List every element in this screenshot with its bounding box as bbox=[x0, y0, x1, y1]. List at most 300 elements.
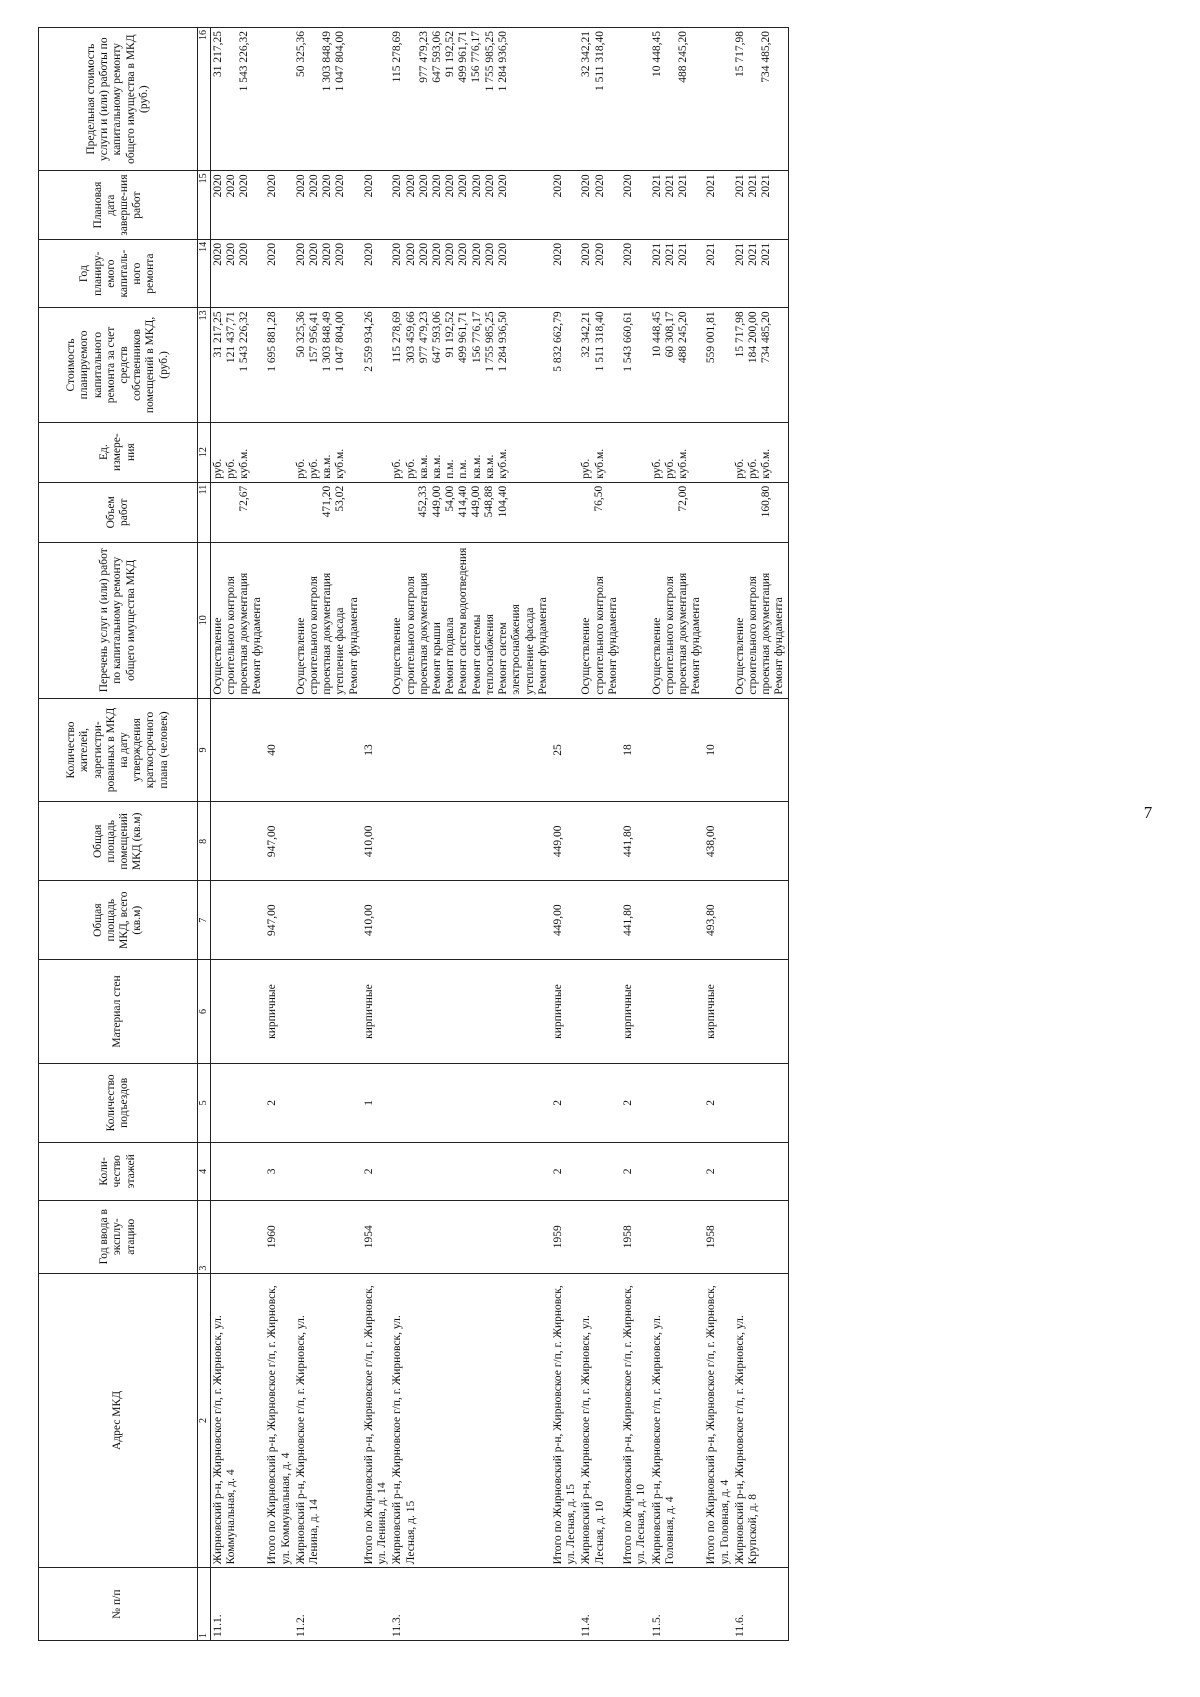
work-year-line: 2021 bbox=[676, 242, 689, 266]
empty-cell bbox=[390, 960, 551, 1064]
work-cost-line: 1 543 226,32 bbox=[237, 311, 250, 372]
empty-cell bbox=[362, 1568, 390, 1641]
page-number: 7 bbox=[1143, 802, 1153, 822]
work-cost-line: 977 479,23 bbox=[417, 311, 430, 364]
work-name-line: Осуществление строительного контроля bbox=[650, 576, 676, 695]
work-cost-line: 184 200,00 bbox=[747, 311, 760, 364]
row-number: 11.6. bbox=[733, 1568, 788, 1641]
floors: 2 bbox=[621, 1142, 649, 1200]
header-cell: Количество подъездов bbox=[39, 1063, 198, 1142]
empty-cell bbox=[551, 1568, 579, 1641]
work-year-line: 2020 bbox=[444, 242, 457, 266]
column-number-row bbox=[198, 28, 211, 1641]
work-name-line: Ремонт крыши bbox=[431, 622, 443, 695]
work-date bbox=[579, 171, 621, 240]
work-volume-line: 54,00 bbox=[443, 485, 456, 512]
work-limit-line: 1 303 848,49 bbox=[321, 31, 334, 92]
empty-cell bbox=[294, 960, 362, 1064]
column-number: 8 bbox=[198, 802, 211, 881]
header-cell: Материал стен bbox=[39, 960, 198, 1064]
work-unit-line: руб. bbox=[211, 458, 224, 479]
total-limit bbox=[621, 28, 649, 171]
address-cell: Жирновский р-н, Жирновское г/п, г. Жирновск, ул. Головная, д. 4 bbox=[650, 1273, 705, 1568]
year-built: 1959 bbox=[551, 1200, 579, 1273]
work-unit-line: п.м. bbox=[444, 459, 457, 479]
empty-cell bbox=[621, 482, 649, 542]
work-cost-line: 303 459,66 bbox=[404, 311, 417, 364]
work-year bbox=[733, 239, 788, 308]
work-year-line: 2021 bbox=[663, 242, 676, 266]
header-cell: Количество жителей, зарегистри-рованных в МКД на дату утверждения краткосрочного плана (человек) bbox=[39, 698, 198, 802]
table-row bbox=[733, 28, 788, 1641]
work-limit-line: 115 278,69 bbox=[391, 31, 404, 83]
work-unit-line: куб.м. bbox=[760, 448, 773, 479]
empty-cell bbox=[210, 1142, 265, 1200]
residents: 40 bbox=[265, 698, 293, 802]
work-volume-line: 53,02 bbox=[334, 485, 347, 512]
work-name-line: Ремонт системы теплоснабжения bbox=[470, 614, 496, 695]
empty-cell bbox=[294, 698, 362, 802]
entrances: 2 bbox=[265, 1063, 293, 1142]
work-cost bbox=[390, 308, 551, 422]
empty-cell bbox=[579, 802, 621, 881]
empty-cell bbox=[733, 1142, 788, 1200]
work-name-line: Ремонт подвала bbox=[444, 617, 457, 695]
work-limit-line: 1 047 804,00 bbox=[334, 31, 347, 92]
work-unit-line: куб.м. bbox=[237, 448, 250, 479]
floors: 2 bbox=[551, 1142, 579, 1200]
total-row bbox=[551, 28, 579, 1641]
residents: 18 bbox=[621, 698, 649, 802]
column-number: 6 bbox=[198, 960, 211, 1064]
total-year: 2021 bbox=[704, 239, 732, 308]
floors: 3 bbox=[265, 1142, 293, 1200]
work-unit-line: руб. bbox=[224, 458, 237, 479]
work-limit bbox=[579, 28, 621, 171]
work-unit bbox=[579, 422, 621, 482]
total-label: Итого по Жирновский р-н, Жирновское г/п, г. Жирновск, ул. Головная, д. 4 bbox=[704, 1273, 732, 1568]
work-cost-line: 499 961,71 bbox=[457, 311, 470, 364]
empty-cell bbox=[650, 1200, 705, 1273]
work-name-line: проектная документация bbox=[237, 572, 250, 695]
work-year bbox=[579, 239, 621, 308]
column-number: 7 bbox=[198, 881, 211, 960]
work-year-line: 2020 bbox=[497, 242, 510, 266]
total-row bbox=[265, 28, 293, 1641]
work-year-line: 2020 bbox=[334, 242, 347, 266]
empty-cell bbox=[390, 1200, 551, 1273]
empty-cell bbox=[579, 1063, 621, 1142]
empty-cell bbox=[210, 960, 265, 1064]
work-cost-line: 1 284 936,50 bbox=[497, 311, 510, 372]
empty-cell bbox=[210, 698, 265, 802]
work-year-line: 2021 bbox=[760, 242, 773, 266]
work-unit-line: руб. bbox=[391, 458, 404, 479]
column-number: 2 bbox=[198, 1273, 211, 1568]
address-cell: Жирновский р-н, Жирновское г/п, г. Жирновск, ул. Лесная, д. 10 bbox=[579, 1273, 621, 1568]
empty-cell bbox=[210, 1063, 265, 1142]
work-limit-line bbox=[747, 31, 760, 167]
work-limit bbox=[210, 28, 265, 171]
work-unit bbox=[390, 422, 551, 482]
empty-cell bbox=[733, 960, 788, 1064]
work-limit-line: 50 325,36 bbox=[294, 31, 307, 77]
column-number: 12 bbox=[198, 422, 211, 482]
work-name-line: Ремонт фундамента bbox=[773, 597, 786, 695]
empty-cell bbox=[650, 1063, 705, 1142]
table-row bbox=[390, 28, 551, 1641]
work-limit-line: 10 448,45 bbox=[650, 31, 663, 77]
work-year-line: 2021 bbox=[733, 242, 746, 266]
work-limit-line: 977 479,23 bbox=[417, 31, 430, 83]
work-unit-line: руб. bbox=[663, 458, 676, 479]
work-cost-line: 115 278,69 bbox=[391, 311, 404, 363]
work-name-line: проектная документация bbox=[760, 572, 773, 695]
work-date-line: 2021 bbox=[663, 174, 676, 198]
total-label: Итого по Жирновский р-н, Жирновское г/п, г. Жирновск, ул. Лесная, д. 15 bbox=[551, 1273, 579, 1568]
area-total: 441,80 bbox=[621, 881, 649, 960]
work-volume-line: 160,80 bbox=[759, 485, 772, 518]
work-date-line: 2020 bbox=[483, 174, 496, 198]
work-volume-line bbox=[391, 486, 404, 539]
work-volume-line: 449,00 bbox=[470, 485, 483, 518]
row-number: 11.5. bbox=[650, 1568, 705, 1641]
work-volume bbox=[294, 482, 362, 542]
work-year bbox=[650, 239, 705, 308]
row-number: 11.2. bbox=[294, 1568, 362, 1641]
work-unit bbox=[733, 422, 788, 482]
residents: 13 bbox=[362, 698, 390, 802]
work-limit-line: 15 717,98 bbox=[733, 31, 746, 77]
wall-material: кирпичные bbox=[621, 960, 649, 1064]
total-date: 2020 bbox=[551, 171, 579, 240]
table-row bbox=[210, 28, 265, 1641]
work-volume-line: 452,33 bbox=[417, 485, 430, 518]
empty-cell bbox=[650, 802, 705, 881]
header-cell: Год ввода в эксплу-атацию bbox=[39, 1200, 198, 1273]
work-volume-line bbox=[212, 486, 225, 539]
area-total: 449,00 bbox=[551, 881, 579, 960]
empty-cell bbox=[704, 1568, 732, 1641]
empty-cell bbox=[294, 1063, 362, 1142]
work-year-line: 2021 bbox=[747, 242, 760, 266]
work-unit-line: куб.м. bbox=[334, 448, 347, 479]
total-limit bbox=[265, 28, 293, 171]
capital-repair-table bbox=[38, 27, 789, 1641]
work-cost bbox=[294, 308, 362, 422]
work-limit-line: 734 485,20 bbox=[760, 31, 773, 83]
work-volume-line bbox=[225, 486, 238, 539]
total-cost: 2 559 934,26 bbox=[362, 308, 390, 422]
table-row bbox=[650, 28, 705, 1641]
work-date-line: 2020 bbox=[431, 174, 443, 198]
work-year-line: 2020 bbox=[483, 242, 496, 266]
table-row bbox=[294, 28, 362, 1641]
empty-cell bbox=[265, 422, 293, 482]
work-date-line: 2021 bbox=[747, 174, 760, 198]
column-number: 15 bbox=[198, 171, 211, 240]
work-limit bbox=[650, 28, 705, 171]
work-volume-line bbox=[295, 486, 308, 539]
work-unit-line: руб. bbox=[308, 458, 321, 479]
work-cost-line: 1 303 848,49 bbox=[321, 311, 334, 372]
work-date-line: 2020 bbox=[417, 174, 430, 198]
total-date: 2020 bbox=[621, 171, 649, 240]
empty-cell bbox=[362, 422, 390, 482]
work-unit-line: кв.м. bbox=[417, 454, 430, 479]
empty-cell bbox=[650, 881, 705, 960]
work-name-line: проектная документация bbox=[321, 572, 334, 695]
work-date-line: 2021 bbox=[676, 174, 689, 198]
work-name bbox=[390, 542, 551, 698]
area-rooms: 947,00 bbox=[265, 802, 293, 881]
work-unit bbox=[294, 422, 362, 482]
work-unit-line: куб.м. bbox=[593, 448, 606, 479]
year-built: 1958 bbox=[704, 1200, 732, 1273]
area-total: 947,00 bbox=[265, 881, 293, 960]
header-cell: № п/п bbox=[39, 1568, 198, 1641]
empty-cell bbox=[551, 422, 579, 482]
empty-cell bbox=[551, 482, 579, 542]
year-built: 1958 bbox=[621, 1200, 649, 1273]
empty-cell bbox=[265, 1568, 293, 1641]
work-name-line: Осуществление строительного контроля bbox=[580, 576, 606, 695]
work-volume bbox=[390, 482, 551, 542]
work-volume-line: 72,00 bbox=[676, 485, 689, 512]
empty-cell bbox=[294, 1200, 362, 1273]
empty-cell bbox=[294, 802, 362, 881]
work-year-line: 2021 bbox=[650, 242, 663, 266]
empty-cell bbox=[733, 698, 788, 802]
residents: 25 bbox=[551, 698, 579, 802]
table-body bbox=[210, 28, 788, 1641]
work-limit-line: 488 245,20 bbox=[676, 31, 689, 83]
work-unit-line: куб.м. bbox=[676, 448, 689, 479]
total-limit bbox=[362, 28, 390, 171]
floors: 2 bbox=[704, 1142, 732, 1200]
empty-cell bbox=[621, 422, 649, 482]
work-year-line: 2020 bbox=[294, 242, 307, 266]
table-row bbox=[579, 28, 621, 1641]
work-volume-line bbox=[734, 486, 747, 539]
empty-cell bbox=[704, 482, 732, 542]
work-cost bbox=[210, 308, 265, 422]
work-cost-line: 32 342,21 bbox=[580, 311, 593, 358]
work-date bbox=[650, 171, 705, 240]
work-name-line: Осуществление строительного контроля bbox=[733, 576, 760, 695]
empty-cell bbox=[733, 881, 788, 960]
work-limit-line: 1 755 985,25 bbox=[483, 31, 496, 92]
column-number: 10 bbox=[198, 542, 211, 698]
work-unit-line: п.м. bbox=[457, 459, 470, 479]
empty-cell bbox=[210, 1200, 265, 1273]
total-label: Итого по Жирновский р-н, Жирновское г/п, г. Жирновск, ул. Ленина, д. 14 bbox=[362, 1273, 390, 1568]
empty-cell bbox=[210, 802, 265, 881]
work-unit-line: руб. bbox=[404, 458, 417, 479]
total-cost: 1 695 881,28 bbox=[265, 308, 293, 422]
work-date-line: 2020 bbox=[457, 174, 470, 198]
work-limit-line bbox=[225, 31, 238, 167]
work-year-line: 2020 bbox=[457, 242, 470, 266]
work-name-line: Ремонт фундамента bbox=[347, 597, 360, 695]
work-date-line: 2020 bbox=[334, 174, 347, 198]
total-date: 2020 bbox=[362, 171, 390, 240]
work-volume-line: 76,50 bbox=[593, 485, 606, 512]
work-date-line: 2021 bbox=[760, 174, 773, 198]
total-year: 2020 bbox=[551, 239, 579, 308]
floors: 2 bbox=[362, 1142, 390, 1200]
header-cell: Плановая дата заверше-ния работ bbox=[39, 171, 198, 240]
empty-cell bbox=[362, 482, 390, 542]
work-year bbox=[390, 239, 551, 308]
year-built: 1960 bbox=[265, 1200, 293, 1273]
work-limit bbox=[294, 28, 362, 171]
total-date: 2021 bbox=[704, 171, 732, 240]
work-volume-line: 449,00 bbox=[430, 485, 443, 518]
work-name-line: Ремонт систем электроснабжения bbox=[497, 604, 523, 695]
work-limit-line: 156 776,17 bbox=[470, 31, 483, 83]
address-cell: Жирновский р-н, Жирновское г/п, г. Жирновск, ул. Ленина, д. 14 bbox=[294, 1273, 362, 1568]
work-limit-line: 31 217,25 bbox=[211, 31, 224, 77]
wall-material: кирпичные bbox=[551, 960, 579, 1064]
work-cost-line: 647 593,06 bbox=[431, 311, 443, 364]
work-name-line: Осуществление строительного контроля bbox=[294, 576, 321, 695]
total-limit bbox=[551, 28, 579, 171]
work-unit bbox=[210, 422, 265, 482]
work-name-line: Ремонт фундамента bbox=[690, 597, 703, 695]
work-date-line: 2020 bbox=[237, 174, 250, 198]
empty-cell bbox=[579, 881, 621, 960]
work-date bbox=[733, 171, 788, 240]
work-year bbox=[210, 239, 265, 308]
work-year-line: 2020 bbox=[431, 242, 443, 266]
work-year-line: 2020 bbox=[391, 242, 404, 266]
work-name-line: Ремонт фундамента bbox=[251, 597, 264, 695]
work-cost bbox=[733, 308, 788, 422]
work-date bbox=[294, 171, 362, 240]
header-cell: Год планиру-емого капиталь-ного ремонта bbox=[39, 239, 198, 308]
work-date-line: 2020 bbox=[404, 174, 417, 198]
work-volume-line bbox=[404, 486, 417, 539]
empty-cell bbox=[733, 1200, 788, 1273]
work-limit-line bbox=[664, 31, 677, 167]
work-name-line: Ремонт систем водоотведения bbox=[457, 547, 470, 695]
work-cost-line: 734 485,20 bbox=[760, 311, 773, 364]
empty-cell bbox=[265, 482, 293, 542]
work-limit-line: 1 284 936,50 bbox=[496, 31, 509, 92]
total-cost: 1 543 660,61 bbox=[621, 308, 649, 422]
work-name-line: проектная документация bbox=[417, 572, 430, 695]
address-cell: Жирновский р-н, Жирновское г/п, г. Жирновск, ул. Коммунальная, д. 4 bbox=[210, 1273, 265, 1568]
work-unit-line: руб. bbox=[733, 458, 746, 479]
work-date-line: 2020 bbox=[444, 174, 457, 198]
empty-cell bbox=[390, 698, 551, 802]
empty-cell bbox=[704, 542, 732, 698]
work-cost-line: 156 776,17 bbox=[470, 311, 483, 364]
total-limit bbox=[704, 28, 732, 171]
work-unit-line: кв.м. bbox=[321, 454, 334, 479]
empty-cell bbox=[579, 960, 621, 1064]
empty-cell bbox=[210, 881, 265, 960]
work-volume-line: 548,88 bbox=[483, 485, 496, 518]
work-unit-line: кв.м. bbox=[483, 454, 496, 479]
work-date-line: 2020 bbox=[391, 174, 404, 198]
work-name-line: Ремонт фундамента bbox=[606, 597, 619, 695]
work-cost-line: 121 437,71 bbox=[224, 311, 237, 364]
total-label: Итого по Жирновский р-н, Жирновское г/п, г. Жирновск, ул. Лесная, д. 10 bbox=[621, 1273, 649, 1568]
header-cell: Ед. измере-ния bbox=[39, 422, 198, 482]
header-cell: Объем работ bbox=[39, 482, 198, 542]
work-name bbox=[650, 542, 705, 698]
work-limit bbox=[390, 28, 551, 171]
empty-cell bbox=[362, 542, 390, 698]
work-volume-line: 414,40 bbox=[457, 485, 469, 518]
work-name-line: утепление фасада bbox=[334, 607, 347, 695]
wall-material: кирпичные bbox=[362, 960, 390, 1064]
empty-cell bbox=[650, 698, 705, 802]
column-number: 4 bbox=[198, 1142, 211, 1200]
header-cell: Адрес МКД bbox=[39, 1273, 198, 1568]
work-year-line: 2020 bbox=[593, 242, 606, 266]
total-row bbox=[362, 28, 390, 1641]
entrances: 2 bbox=[551, 1063, 579, 1142]
work-date-line: 2020 bbox=[470, 174, 483, 198]
work-date-line: 2021 bbox=[733, 174, 746, 198]
work-limit-line: 32 342,21 bbox=[580, 31, 593, 77]
empty-cell bbox=[704, 422, 732, 482]
work-year-line: 2020 bbox=[321, 242, 334, 266]
work-volume-line: 104,40 bbox=[496, 485, 509, 518]
work-volume-line: 72,67 bbox=[237, 485, 250, 512]
entrances: 2 bbox=[621, 1063, 649, 1142]
work-cost-line: 488 245,20 bbox=[676, 311, 689, 364]
work-year bbox=[294, 239, 362, 308]
address-cell: Жирновский р-н, Жирновское г/п, г. Жирновск, ул. Лесная, д. 15 bbox=[390, 1273, 551, 1568]
work-date-line: 2021 bbox=[650, 174, 663, 198]
empty-cell bbox=[265, 542, 293, 698]
work-year-line: 2020 bbox=[224, 242, 237, 266]
work-date-line: 2020 bbox=[308, 174, 321, 198]
work-date bbox=[210, 171, 265, 240]
header-cell: Коли-чество этажей bbox=[39, 1142, 198, 1200]
work-volume-line bbox=[651, 486, 664, 539]
header-cell: Стоимость планируемого капитального ремонта за счет средств собственников помещений в МКД, (руб.) bbox=[39, 308, 198, 422]
work-volume-line bbox=[747, 486, 760, 539]
work-date-line: 2020 bbox=[224, 174, 237, 198]
work-limit-line bbox=[308, 31, 321, 167]
empty-cell bbox=[621, 542, 649, 698]
work-volume-line bbox=[308, 486, 321, 539]
work-volume bbox=[579, 482, 621, 542]
wall-material: кирпичные bbox=[265, 960, 293, 1064]
work-limit-line: 1 543 226,32 bbox=[237, 31, 250, 92]
work-volume-line bbox=[580, 486, 593, 539]
work-cost-line: 91 192,52 bbox=[444, 311, 457, 358]
header-cell: Перечень услуг и (или) работ по капитальному ремонту общего имущества МКД bbox=[39, 542, 198, 698]
work-cost bbox=[650, 308, 705, 422]
work-limit-line: 647 593,06 bbox=[430, 31, 443, 83]
row-number: 11.4. bbox=[579, 1568, 621, 1641]
work-name bbox=[294, 542, 362, 698]
work-unit-line: руб. bbox=[580, 458, 593, 479]
column-number: 11 bbox=[198, 482, 211, 542]
area-rooms: 449,00 bbox=[551, 802, 579, 881]
work-date-line: 2020 bbox=[321, 174, 334, 198]
work-year-line: 2020 bbox=[417, 242, 430, 266]
row-number: 11.3. bbox=[390, 1568, 551, 1641]
area-rooms: 438,00 bbox=[704, 802, 732, 881]
column-number: 13 bbox=[198, 308, 211, 422]
